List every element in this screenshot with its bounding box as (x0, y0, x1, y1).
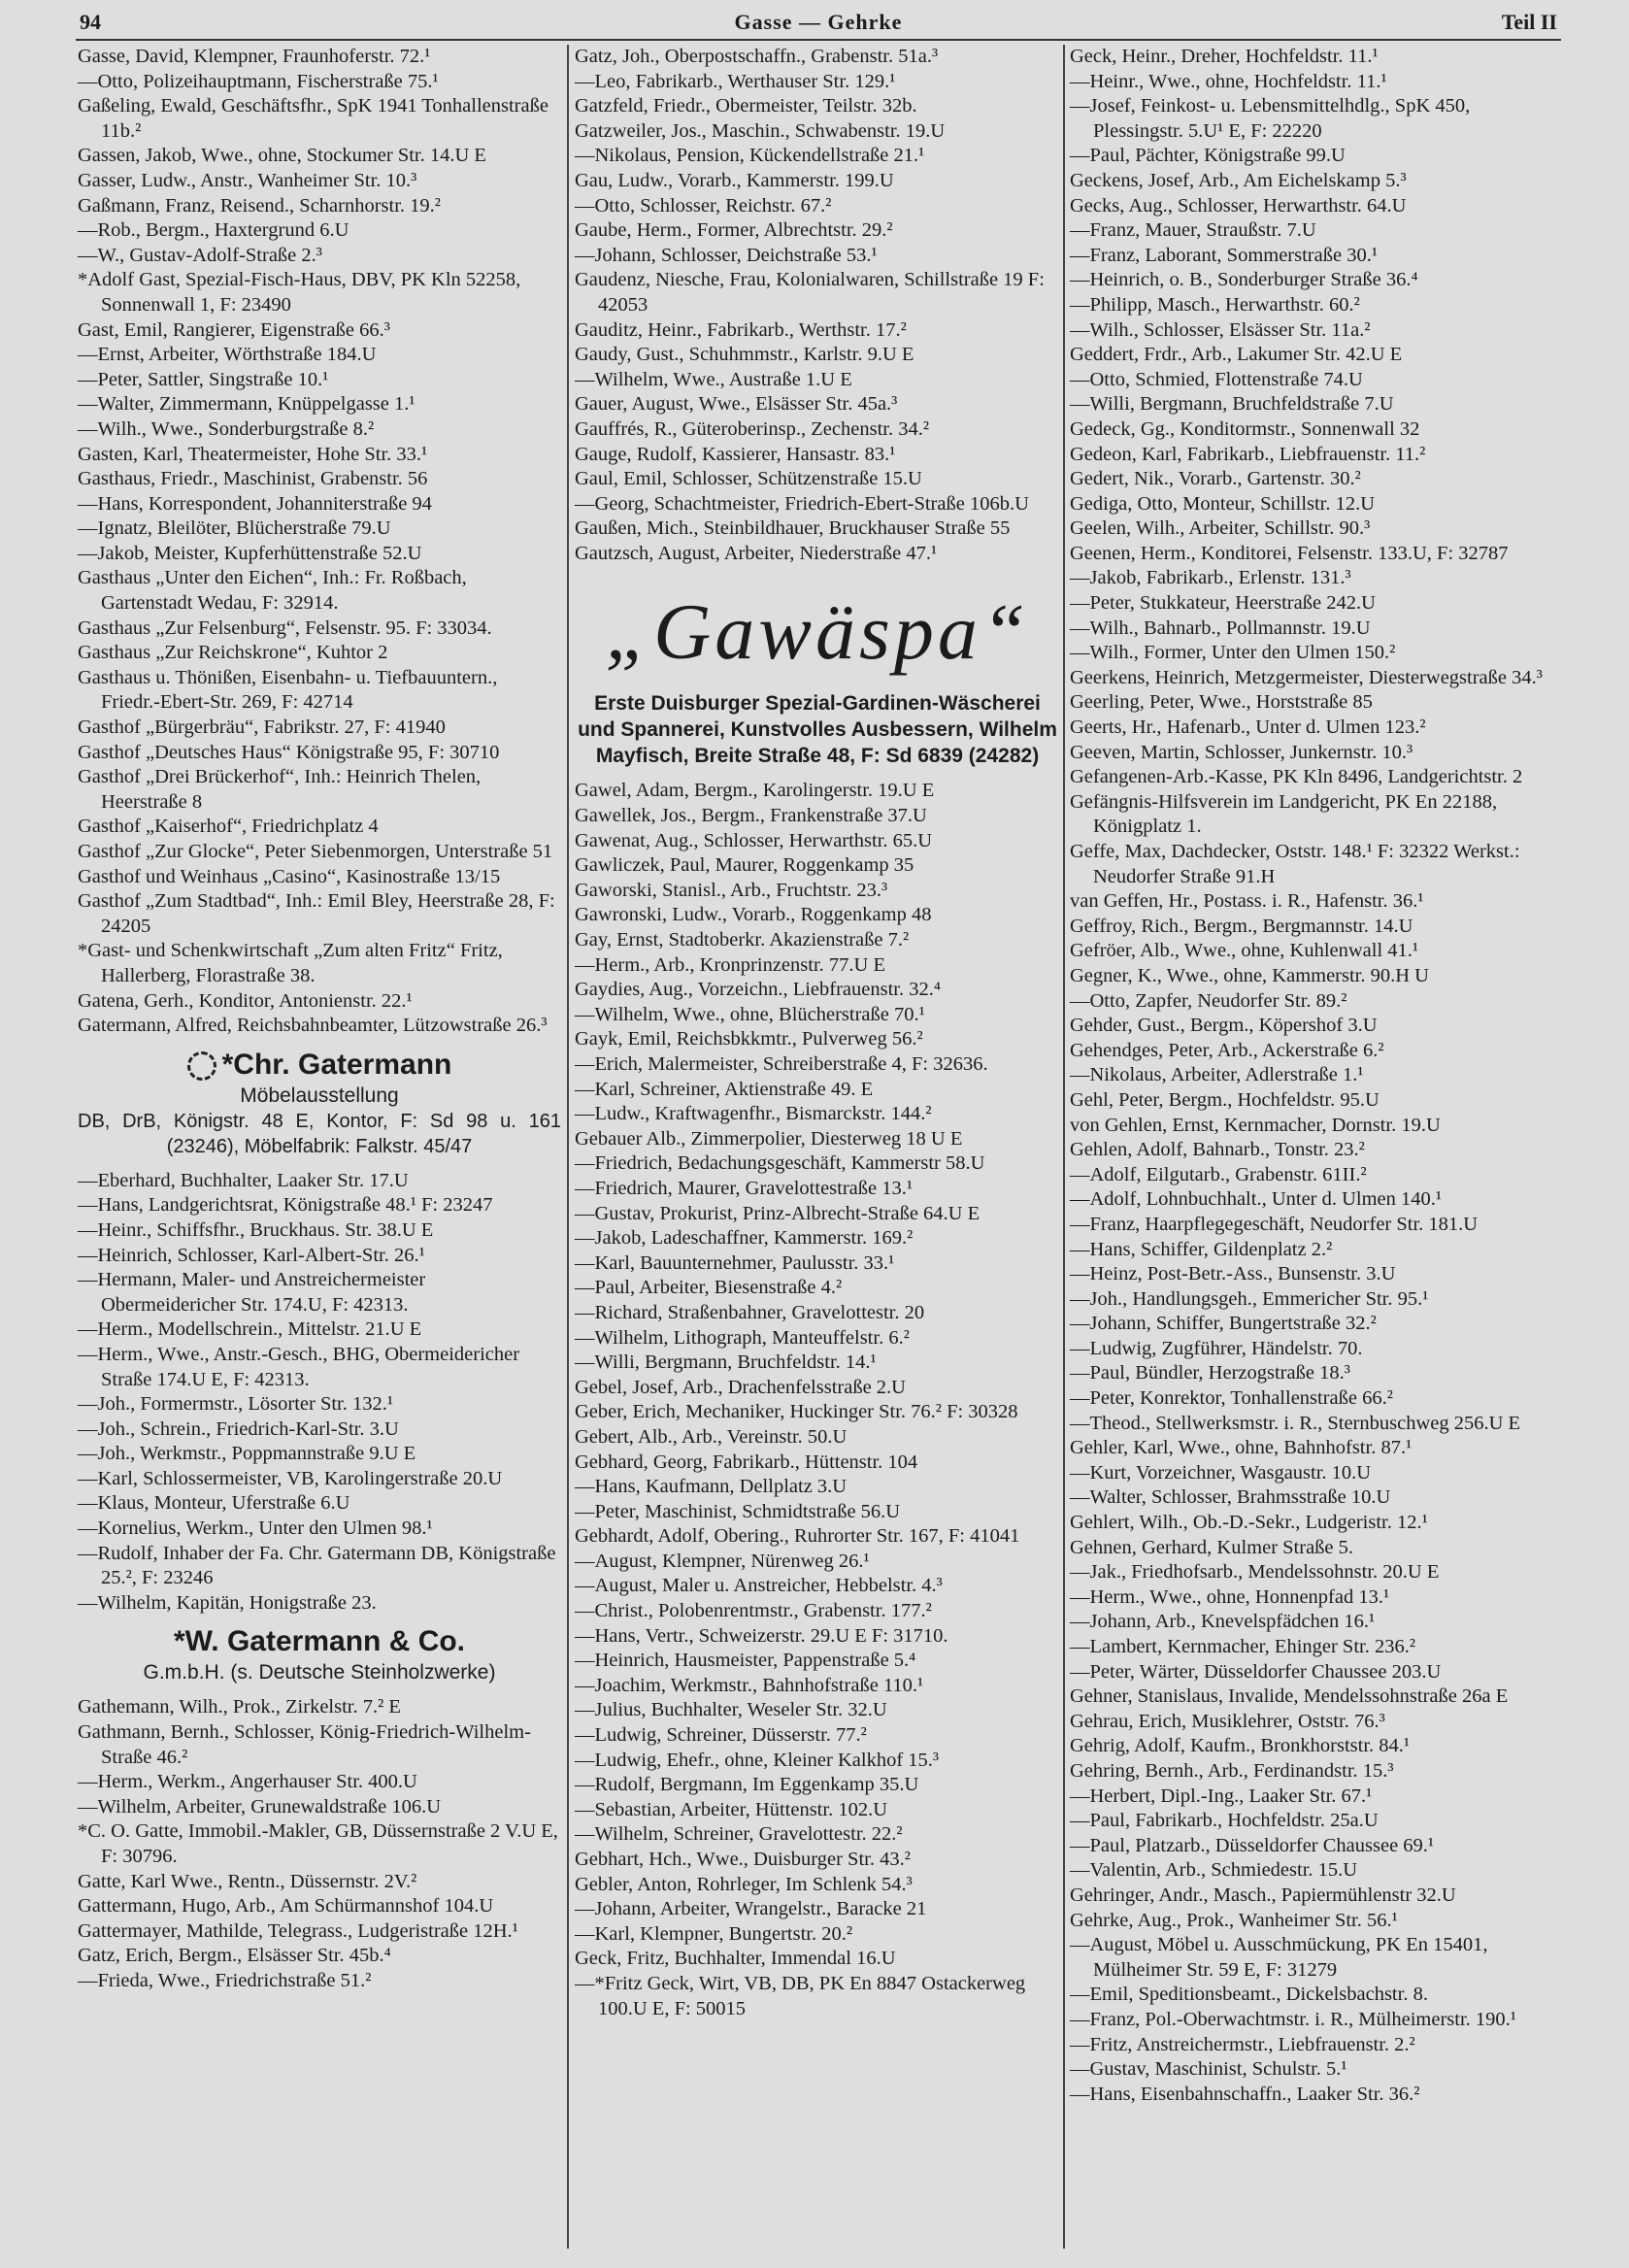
directory-entry: —Wilhelm, Arbeiter, Grunewaldstraße 106.U (78, 1795, 442, 1818)
directory-entry: —Herm., Wwe., Anstr.-Gesch., BHG, Obermeidericher Straße 174.U E, F: 42313. (78, 1343, 520, 1390)
ad-subtitle: Möbelausstellung (240, 1084, 399, 1107)
directory-entry: Gathmann, Bernh., Schlosser, König-Friedrich-Wilhelm-Straße 46.² (78, 1721, 531, 1768)
directory-entry: Gatz, Erich, Bergm., Elsässer Str. 45b.⁴ (78, 1945, 391, 1967)
directory-entry: —Wilhelm, Wwe., Austraße 1.U E (575, 368, 852, 390)
directory-entry: Gaydies, Aug., Vorzeichn., Liebfrauenstr. 32.⁴ (575, 979, 942, 1001)
directory-entry: Gay, Ernst, Stadtoberkr. Akazienstraße 7.² (575, 929, 910, 951)
directory-entry: *Adolf Gast, Spezial-Fisch-Haus, DBV, PK Kln 52258, Sonnenwall 1, F: 23490 (78, 269, 521, 316)
directory-entry: Gasthof „Drei Brückerhof“, Inh.: Heinrich Thelen, Heerstraße 8 (78, 766, 482, 813)
column-2 (575, 45, 1060, 2021)
directory-entry: —Johann, Schlosser, Deichstraße 53.¹ (575, 244, 878, 266)
advertisement-gatermann (78, 1047, 561, 1159)
directory-entry: Gatermann, Alfred, Reichsbahnbeamter, Lützowstraße 26.³ (78, 1015, 548, 1037)
ad-text: DB, DrB, Königstr. 48 E, Kontor, F: Sd 98 u. 161 (23246), Möbelfabrik: Falkstr. 45/47 (78, 1110, 561, 1157)
directory-entry: Gasthaus „Unter den Eichen“, Inh.: Fr. Roßbach, Gartenstadt Wedau, F: 32914. (78, 567, 467, 615)
directory-entry: Gauge, Rudolf, Kassierer, Hansastr. 83.¹ (575, 443, 896, 465)
logo-icon (187, 1051, 216, 1081)
directory-entry: Gehring, Bernh., Arb., Ferdinandstr. 15.³ (1070, 1759, 1394, 1782)
directory-entry: —Karl, Schlossermeister, VB, Karolingerstraße 20.U (78, 1467, 503, 1489)
directory-entry: —Peter, Stukkateur, Heerstraße 242.U (1070, 592, 1376, 615)
column-3 (1070, 45, 1560, 2107)
directory-entry: —Hans, Schiffer, Gildenplatz 2.² (1070, 1238, 1333, 1260)
directory-entry: —Joh., Werkmstr., Poppmannstraße 9.U E (78, 1443, 416, 1465)
directory-entry: —Joh., Handlungsgeh., Emmericher Str. 95.¹ (1070, 1287, 1429, 1310)
directory-entry: Gasser, Ludw., Anstr., Wanheimer Str. 10.³ (78, 169, 417, 191)
directory-entry: —*Fritz Geck, Wirt, VB, DB, PK En 8847 Ostackerweg 100.U E, F: 50015 (575, 1972, 1026, 2019)
directory-entry: *Gast- und Schenkwirtschaft „Zum alten Fritz“ Fritz, Hallerberg, Florastraße 38. (78, 940, 503, 986)
directory-entry: Gasthof „Zum Stadtbad“, Inh.: Emil Bley, Heerstraße 28, F: 24205 (78, 890, 555, 937)
directory-entry: Geerkens, Heinrich, Metzgermeister, Diesterwegstraße 34.³ (1070, 666, 1543, 688)
directory-entry: Gefröer, Alb., Wwe., ohne, Kuhlenwall 41.¹ (1070, 940, 1419, 962)
directory-entry: —Adolf, Lohnbuchhalt., Unter d. Ulmen 140.¹ (1070, 1188, 1443, 1211)
directory-entry: —Jakob, Ladeschaffner, Kammerstr. 169.² (575, 1227, 914, 1250)
page-title: Gasse — Gehrke (734, 10, 903, 34)
directory-entry: Gebhart, Hch., Wwe., Duisburger Str. 43.² (575, 1849, 911, 1870)
directory-entry: —Kurt, Vorzeichner, Wasgaustr. 10.U (1070, 1461, 1372, 1484)
directory-entry: Gaßmann, Franz, Reisend., Scharnhorstr. 19.² (78, 194, 441, 217)
directory-entry: —Rudolf, Inhaber der Fa. Chr. Gatermann DB, Königstraße 25.², F: 23246 (78, 1542, 556, 1589)
directory-entry: —August, Klempner, Nürenweg 26.¹ (575, 1550, 870, 1572)
directory-entry: —Johann, Schiffer, Bungertstraße 32.² (1070, 1313, 1377, 1335)
directory-entry: —Heinz, Post-Betr.-Ass., Bunsenstr. 3.U (1070, 1263, 1396, 1285)
directory-entry: —Wilhelm, Schreiner, Gravelottestr. 22.² (575, 1823, 903, 1846)
directory-entry: Gast, Emil, Rangierer, Eigenstraße 66.³ (78, 318, 390, 341)
directory-entry: Gauffrés, R., Güteroberinsp., Zechenstr. 34.² (575, 417, 929, 440)
directory-entry: —Paul, Fabrikarb., Hochfeldstr. 25a.U (1070, 1810, 1379, 1832)
directory-entry: —Ludwig, Zugführer, Händelstr. 70. (1070, 1337, 1363, 1359)
directory-entry: Gebel, Josef, Arb., Drachenfelsstraße 2.U (575, 1376, 906, 1398)
directory-entry: Gasthaus „Zur Reichskrone“, Kuhtor 2 (78, 642, 388, 664)
directory-entry: Gassen, Jakob, Wwe., ohne, Stockumer Str. 14.U E (78, 145, 486, 167)
directory-entry: Gauditz, Heinr., Fabrikarb., Werthstr. 17.² (575, 318, 907, 341)
directory-entry: —Ludw., Kraftwagenfhr., Bismarckstr. 144.² (575, 1103, 932, 1125)
directory-entry: —Jakob, Meister, Kupferhüttenstraße 52.U (78, 542, 422, 564)
column-divider (1063, 45, 1065, 2249)
directory-entry: Gathemann, Wilh., Prok., Zirkelstr. 7.² E (78, 1696, 401, 1718)
column-divider (567, 45, 569, 2249)
part-label: Teil II (1501, 10, 1557, 34)
directory-entry: —Johann, Arbeiter, Wrangelstr., Baracke 21 (575, 1898, 927, 1920)
directory-entry: —Sebastian, Arbeiter, Hüttenstr. 102.U (575, 1798, 888, 1820)
directory-entry: —Fritz, Anstreichermstr., Liebfrauenstr. 2.² (1070, 2033, 1415, 2055)
directory-entry: —Peter, Maschinist, Schmidtstraße 56.U (575, 1500, 901, 1522)
directory-entry: Geck, Heinr., Dreher, Hochfeldstr. 11.¹ (1070, 46, 1379, 67)
directory-entry: —Ludwig, Schreiner, Düsserstr. 77.² (575, 1724, 867, 1747)
directory-entry: —Hans, Vertr., Schweizerstr. 29.U E F: 31710. (575, 1624, 948, 1647)
advertisement-gawaespa (575, 574, 1060, 769)
directory-entry: Gehl, Peter, Bergm., Hochfeldstr. 95.U (1070, 1088, 1380, 1111)
directory-entry: Gatena, Gerh., Konditor, Antonienstr. 22.¹ (78, 989, 413, 1012)
directory-entry: Geffroy, Rich., Bergm., Bergmannstr. 14.U (1070, 915, 1413, 937)
directory-entry: Gaudy, Gust., Schuhmmstr., Karlstr. 9.U E (575, 344, 914, 366)
directory-entry: —Karl, Klempner, Bungertstr. 20.² (575, 1922, 853, 1945)
directory-entry: Gau, Ludw., Vorarb., Kammerstr. 199.U (575, 169, 894, 191)
directory-entry: Gawronski, Ludw., Vorarb., Roggenkamp 48 (575, 904, 932, 926)
directory-entry: Gatz, Joh., Oberpostschaffn., Grabenstr. 51a.³ (575, 46, 939, 67)
directory-entry: Gaußen, Mich., Steinbildhauer, Bruckhauser Straße 55 (575, 517, 1011, 540)
directory-entry: —Philipp, Masch., Herwarthstr. 60.² (1070, 293, 1360, 316)
directory-entry: Gebauer Alb., Zimmerpolier, Diesterweg 18 U E (575, 1127, 963, 1150)
directory-entry: Gatzweiler, Jos., Maschin., Schwabenstr. 19.U (575, 119, 946, 142)
directory-entry: —Franz, Laborant, Sommerstraße 30.¹ (1070, 244, 1378, 266)
directory-entry: —Lambert, Kernmacher, Ehinger Str. 236.² (1070, 1636, 1415, 1657)
directory-entry: Gasthaus „Zur Felsenburg“, Felsenstr. 95. F: 33034. (78, 617, 492, 639)
directory-entry: Gayk, Emil, Reichsbkkmtr., Pulverweg 56.² (575, 1028, 923, 1051)
directory-entry: —Franz, Haarpflegegeschäft, Neudorfer Str. 181.U (1070, 1213, 1479, 1235)
directory-entry: Gehrig, Adolf, Kaufm., Bronkhorststr. 84.¹ (1070, 1735, 1411, 1757)
directory-entry: —Christ., Polobenrentmstr., Grabenstr. 177.² (575, 1600, 932, 1622)
directory-entry: Gasthof „Zur Glocke“, Peter Siebenmorgen, Unterstraße 51 (78, 841, 553, 862)
directory-entry: Gehringer, Andr., Masch., Papiermühlenstr 32.U (1070, 1884, 1456, 1906)
directory-entry: —Emil, Speditionsbeamt., Dickelsbachstr. 8. (1070, 1984, 1428, 2006)
directory-entry: Gediga, Otto, Monteur, Schillstr. 12.U (1070, 492, 1376, 515)
directory-entry: —Walter, Zimmermann, Knüppelgasse 1.¹ (78, 393, 416, 416)
directory-entry: Gattermayer, Mathilde, Telegrass., Ludgeristraße 12H.¹ (78, 1919, 518, 1942)
directory-entry: —Gustav, Maschinist, Schulstr. 5.¹ (1070, 2058, 1347, 2081)
directory-entry: Geeven, Martin, Schlosser, Junkernstr. 10.³ (1070, 741, 1413, 763)
directory-entry: —Herm., Wwe., ohne, Honnenpfad 13.¹ (1070, 1585, 1390, 1608)
directory-entry: Gauer, August, Wwe., Elsässer Str. 45a.³ (575, 393, 898, 416)
advertisement-wgatermann (78, 1623, 561, 1685)
directory-entry: Gecks, Aug., Schlosser, Herwarthstr. 64.U (1070, 194, 1407, 217)
directory-entry: Gehner, Stanislaus, Invalide, Mendelssohnstraße 26a E (1070, 1685, 1509, 1708)
directory-entry: —August, Möbel u. Ausschmückung, PK En 15401, Mülheimer Str. 59 E, F: 31279 (1070, 1934, 1488, 1981)
ad-text: Erste Duisburger Spezial-Gardinen-Wäscherei und Spannerei, Kunstvolles Ausbessern, Wilhelm Mayfisch, Breite Straße 48, F: Sd 6839 (24282) (578, 692, 1057, 768)
ad-title: „Gawäspa“ (605, 587, 1030, 677)
directory-entry: —Willi, Bergmann, Bruchfeldstraße 7.U (1070, 393, 1394, 416)
directory-entry: —Hermann, Maler- und Anstreichermeister Obermeidericher Str. 174.U, F: 42313. (78, 1269, 426, 1316)
directory-entry: —Heinr., Wwe., ohne, Hochfeldstr. 11.¹ (1070, 70, 1387, 92)
directory-entry: —Otto, Polizeihauptmann, Fischerstraße 75.¹ (78, 70, 439, 92)
directory-entry: —Peter, Wärter, Düsseldorfer Chaussee 203.U (1070, 1660, 1442, 1683)
directory-entry: Gaworski, Stanisl., Arb., Fruchtstr. 23.³ (575, 879, 888, 901)
directory-entry: —Hans, Eisenbahnschaffn., Laaker Str. 36.² (1070, 2083, 1420, 2105)
directory-entry: Gaßeling, Ewald, Geschäftsfhr., SpK 1941 Tonhallenstraße 11b.² (78, 95, 549, 142)
directory-entry: Gawenat, Aug., Schlosser, Herwarthstr. 65.U (575, 829, 933, 851)
directory-entry: —Otto, Schmied, Flottenstraße 74.U (1070, 368, 1363, 390)
directory-entry: —Wilhelm, Kapitän, Honigstraße 23. (78, 1591, 377, 1614)
ad-title-text: *Chr. Gatermann (221, 1048, 452, 1081)
directory-entry: —Heinrich, o. B., Sonderburger Straße 36.⁴ (1070, 269, 1418, 291)
directory-entry: —Georg, Schachtmeister, Friedrich-Ebert-Straße 106b.U (575, 492, 1029, 515)
directory-entry: Gasthof „Bürgerbräu“, Fabrikstr. 27, F: 41940 (78, 717, 446, 739)
directory-entry: *C. O. Gatte, Immobil.-Makler, GB, Düssernstraße 2 V.U E, F: 30796. (78, 1820, 558, 1867)
directory-entry: Gawellek, Jos., Bergm., Frankenstraße 37.U (575, 805, 927, 827)
directory-entry: —Johann, Arb., Knevelspfädchen 16.¹ (1070, 1611, 1376, 1633)
directory-entry: Gasthof „Kaiserhof“, Friedrichplatz 4 (78, 816, 379, 838)
directory-entry: Gehder, Gust., Bergm., Köpershof 3.U (1070, 1015, 1378, 1037)
directory-entry: —Herm., Werkm., Angerhauser Str. 400.U (78, 1771, 417, 1793)
directory-entry: —Jakob, Fabrikarb., Erlenstr. 131.³ (1070, 567, 1351, 589)
directory-entry: —Erich, Malermeister, Schreiberstraße 4, F: 32636. (575, 1053, 988, 1075)
directory-entry: —Frieda, Wwe., Friedrichstraße 51.² (78, 1969, 372, 1991)
directory-entry: Gaudenz, Niesche, Frau, Kolonialwaren, Schillstraße 19 F: 42053 (575, 269, 1045, 316)
directory-entry: Geelen, Wilh., Arbeiter, Schillstr. 90.³ (1070, 517, 1371, 540)
directory-entry: —Ignatz, Bleilöter, Blücherstraße 79.U (78, 517, 391, 540)
directory-entry: —Wilh., Schlosser, Elsässer Str. 11a.² (1070, 318, 1371, 341)
directory-entry: von Gehlen, Ernst, Kernmacher, Dornstr. 19.U (1070, 1114, 1441, 1136)
directory-entry: —Hans, Korrespondent, Johanniterstraße 94 (78, 492, 432, 515)
ad-subtitle: G.m.b.H. (s. Deutsche Steinholzwerke) (143, 1661, 496, 1684)
directory-entry: Geerts, Hr., Hafenarb., Unter d. Ulmen 123.² (1070, 717, 1426, 739)
directory-entry: —Paul, Bündler, Herzogstraße 18.³ (1070, 1362, 1350, 1384)
directory-entry: Geffe, Max, Dachdecker, Oststr. 148.¹ F: 32322 Werkst.: Neudorfer Straße 91.H (1070, 841, 1520, 887)
directory-entry: Geenen, Herm., Konditorei, Felsenstr. 133.U, F: 32787 (1070, 542, 1509, 564)
directory-entry: —Willi, Bergmann, Bruchfeldstr. 14.¹ (575, 1351, 877, 1374)
column-1 (78, 45, 561, 1994)
directory-entry: —Nikolaus, Arbeiter, Adlerstraße 1.¹ (1070, 1064, 1364, 1086)
directory-entry: Gebler, Anton, Rohrleger, Im Schlenk 54.³ (575, 1873, 913, 1895)
directory-entry: —Paul, Pächter, Königstraße 99.U (1070, 145, 1346, 167)
directory-entry: Gedeck, Gg., Konditormstr., Sonnenwall 32 (1070, 417, 1420, 440)
directory-entry: Gasthof und Weinhaus „Casino“, Kasinostraße 13/15 (78, 865, 501, 887)
directory-entry: —Herbert, Dipl.-Ing., Laaker Str. 67.¹ (1070, 1784, 1373, 1807)
directory-entry: Gefangenen-Arb.-Kasse, PK Kln 8496, Landgerichtstr. 2 (1070, 766, 1523, 788)
directory-entry: —Ludwig, Ehefr., ohne, Kleiner Kalkhof 15.³ (575, 1749, 940, 1771)
directory-entry: —Peter, Sattler, Singstraße 10.¹ (78, 368, 329, 390)
directory-entry: Gasthaus u. Thönißen, Eisenbahn- u. Tiefbauuntern., Friedr.-Ebert-Str. 269, F: 42714 (78, 666, 498, 714)
directory-entry: —Valentin, Arb., Schmiedestr. 15.U (1070, 1859, 1358, 1882)
directory-entry: —Hans, Kaufmann, Dellplatz 3.U (575, 1476, 848, 1498)
directory-entry: —Richard, Straßenbahner, Gravelottestr. 20 (575, 1301, 925, 1323)
directory-entry: Geber, Erich, Mechaniker, Huckinger Str. 76.² F: 30328 (575, 1401, 1018, 1423)
directory-entry: —Friedrich, Bedachungsgeschäft, Kammerstr 58.U (575, 1152, 985, 1175)
directory-entry: —Karl, Schreiner, Aktienstraße 49. E (575, 1078, 874, 1100)
directory-entry: —Rudolf, Bergmann, Im Eggenkamp 35.U (575, 1774, 919, 1796)
directory-entry: —Klaus, Monteur, Uferstraße 6.U (78, 1492, 350, 1515)
directory-entry: —Heinrich, Hausmeister, Pappenstraße 5.⁴ (575, 1650, 916, 1672)
ad-title (78, 1047, 561, 1084)
directory-entry: —Herm., Modellschrein., Mittelstr. 21.U E (78, 1318, 422, 1341)
directory-entry: —Joachim, Werkmstr., Bahnhofstraße 110.¹ (575, 1674, 924, 1696)
directory-entry: van Geffen, Hr., Postass. i. R., Hafenstr. 36.¹ (1070, 890, 1424, 913)
directory-entry: Gaube, Herm., Former, Albrechtstr. 29.² (575, 219, 893, 242)
directory-entry: —Wilh., Bahnarb., Pollmannstr. 19.U (1070, 617, 1371, 639)
page-header (76, 6, 1561, 41)
directory-entry: —Theod., Stellwerksmstr. i. R., Sternbuschweg 256.U E (1070, 1412, 1521, 1434)
directory-entry: —Otto, Schlosser, Reichstr. 67.² (575, 194, 832, 217)
directory-entry: —Eberhard, Buchhalter, Laaker Str. 17.U (78, 1169, 409, 1191)
directory-entry: Gasthof „Deutsches Haus“ Königstraße 95, F: 30710 (78, 741, 500, 763)
directory-entry: Geckens, Josef, Arb., Am Eichelskamp 5.³ (1070, 169, 1407, 191)
directory-entry: Gehlen, Adolf, Bahnarb., Tonstr. 23.² (1070, 1139, 1365, 1161)
directory-entry: —Otto, Zapfer, Neudorfer Str. 89.² (1070, 989, 1347, 1012)
directory-entry: —Peter, Konrektor, Tonhallenstraße 66.² (1070, 1387, 1393, 1410)
directory-entry: Gasthaus, Friedr., Maschinist, Grabenstr. 56 (78, 468, 428, 490)
directory-entry: Gehlert, Wilh., Ob.-D.-Sekr., Ludgeristr. 12.¹ (1070, 1512, 1428, 1534)
directory-entry: —Friedrich, Maurer, Gravelottestraße 13.¹ (575, 1177, 914, 1199)
directory-entry: —Joh., Schrein., Friedrich-Karl-Str. 3.U (78, 1418, 399, 1440)
directory-entry: Gehrke, Aug., Prok., Wanheimer Str. 56.¹ (1070, 1909, 1398, 1931)
directory-entry: Gautzsch, August, Arbeiter, Niederstraße 47.¹ (575, 542, 938, 564)
directory-entry: Gehnen, Gerhard, Kulmer Straße 5. (1070, 1536, 1354, 1558)
directory-entry: —Adolf, Eilgutarb., Grabenstr. 61II.² (1070, 1163, 1367, 1185)
directory-entry: —Franz, Pol.-Oberwachtmstr. i. R., Mülheimerstr. 190.¹ (1070, 2008, 1516, 2030)
directory-entry: Gawliczek, Paul, Maurer, Roggenkamp 35 (575, 854, 914, 877)
directory-entry: Geddert, Frdr., Arb., Lakumer Str. 42.U E (1070, 344, 1403, 366)
directory-entry: —Franz, Mauer, Straußstr. 7.U (1070, 219, 1316, 242)
directory-entry: —Wilh., Former, Unter den Ulmen 150.² (1070, 642, 1396, 664)
directory-entry: Gehrau, Erich, Musiklehrer, Oststr. 76.³ (1070, 1710, 1385, 1732)
directory-entry: Gaul, Emil, Schlosser, Schützenstraße 15.U (575, 468, 922, 490)
ad-title: *W. Gatermann & Co. (173, 1625, 466, 1658)
directory-entry: —Herm., Arb., Kronprinzenstr. 77.U E (575, 953, 885, 976)
directory-entry: —Karl, Bauunternehmer, Paulusstr. 33.¹ (575, 1251, 895, 1274)
directory-entry: Gehendges, Peter, Arb., Ackerstraße 6.² (1070, 1039, 1384, 1061)
directory-entry: —Paul, Platzarb., Düsseldorfer Chaussee 69.¹ (1070, 1834, 1435, 1856)
directory-entry: Geck, Fritz, Buchhalter, Immendal 16.U (575, 1948, 896, 1970)
directory-entry: —Wilh., Wwe., Sonderburgstraße 8.² (78, 417, 375, 440)
directory-entry: —Nikolaus, Pension, Kückendellstraße 21.¹ (575, 145, 925, 167)
directory-entry: Gebhardt, Adolf, Obering., Ruhrorter Str. 167, F: 41041 (575, 1525, 1020, 1548)
directory-entry: —Gustav, Prokurist, Prinz-Albrecht-Straße 64.U E (575, 1202, 981, 1224)
directory-entry: —Walter, Schlosser, Brahmsstraße 10.U (1070, 1486, 1391, 1509)
directory-entry: Gebhard, Georg, Fabrikarb., Hüttenstr. 104 (575, 1451, 918, 1473)
directory-entry: Gawel, Adam, Bergm., Karolingerstr. 19.U E (575, 780, 935, 802)
directory-entry: —Hans, Landgerichtsrat, Königstraße 48.¹ F: 23247 (78, 1194, 493, 1217)
directory-entry: Gasse, David, Klempner, Fraunhoferstr. 72.¹ (78, 46, 431, 67)
directory-entry: Gefängnis-Hilfsverein im Landgericht, PK En 22188, Königplatz 1. (1070, 790, 1498, 838)
directory-entry: Gegner, K., Wwe., ohne, Kammerstr. 90.H U (1070, 964, 1429, 986)
directory-entry: Gedert, Nik., Vorarb., Gartenstr. 30.² (1070, 468, 1361, 490)
directory-entry: —Jak., Friedhofsarb., Mendelssohnstr. 20.U E (1070, 1561, 1440, 1584)
directory-entry: —Wilhelm, Wwe., ohne, Blücherstraße 70.¹ (575, 1003, 925, 1025)
directory-entry: —Heinr., Schiffsfhr., Bruckhaus. Str. 38.U E (78, 1218, 434, 1241)
directory-entry: —W., Gustav-Adolf-Straße 2.³ (78, 244, 322, 266)
directory-entry: —Leo, Fabrikarb., Werthauser Str. 129.¹ (575, 70, 896, 92)
directory-entry: —Heinrich, Schlosser, Karl-Albert-Str. 26.¹ (78, 1244, 425, 1266)
directory-entry: Gasten, Karl, Theatermeister, Hohe Str. 33.¹ (78, 443, 428, 465)
directory-entry: —Ernst, Arbeiter, Wörthstraße 184.U (78, 344, 377, 366)
directory-entry: —Rob., Bergm., Haxtergrund 6.U (78, 219, 349, 242)
directory-entry: —Josef, Feinkost- u. Lebensmittelhdlg., SpK 450, Plessingstr. 5.U¹ E, F: 22220 (1070, 95, 1471, 142)
directory-entry: —Kornelius, Werkm., Unter den Ulmen 98.¹ (78, 1518, 433, 1540)
directory-entry: Gattermann, Hugo, Arb., Am Schürmannshof 104.U (78, 1895, 494, 1918)
directory-entry: —August, Maler u. Anstreicher, Hebbelstr. 4.³ (575, 1575, 943, 1597)
directory-entry: Gedeon, Karl, Fabrikarb., Liebfrauenstr. 11.² (1070, 443, 1426, 465)
directory-entry: —Paul, Arbeiter, Biesenstraße 4.² (575, 1277, 843, 1299)
directory-entry: —Joh., Formermstr., Lösorter Str. 132.¹ (78, 1393, 394, 1416)
directory-entry: Gebert, Alb., Arb., Vereinstr. 50.U (575, 1425, 848, 1448)
directory-entry: Gehler, Karl, Wwe., ohne, Bahnhofstr. 87.¹ (1070, 1437, 1413, 1459)
page-number: 94 (80, 10, 101, 34)
directory-entry: Geerling, Peter, Wwe., Horststraße 85 (1070, 691, 1373, 714)
directory-entry: Gatzfeld, Friedr., Obermeister, Teilstr. 32b. (575, 95, 917, 117)
directory-entry: —Julius, Buchhalter, Weseler Str. 32.U (575, 1699, 887, 1721)
directory-entry: Gatte, Karl Wwe., Rentn., Düssernstr. 2V.² (78, 1870, 417, 1892)
directory-entry: —Wilhelm, Lithograph, Manteuffelstr. 6.² (575, 1326, 910, 1349)
